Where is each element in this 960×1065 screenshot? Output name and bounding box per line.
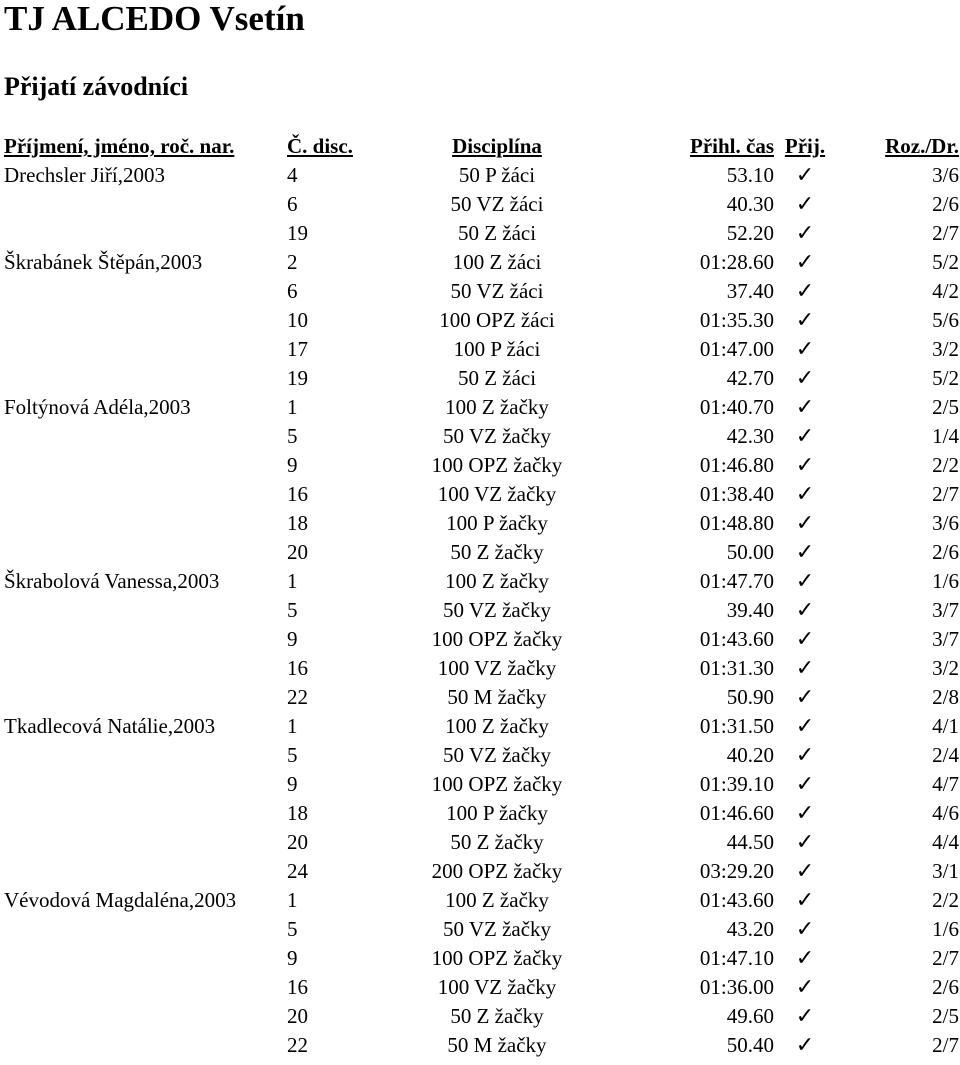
swimmer-name: [4, 944, 287, 973]
check-mark-icon: ✓: [795, 743, 815, 768]
check-mark-icon: ✓: [795, 946, 815, 971]
accepted-cell: [774, 190, 836, 219]
check-mark-icon: ✓: [795, 511, 815, 536]
column-header-accepted: Přij.: [784, 134, 826, 158]
accepted-cell: [774, 625, 836, 654]
discipline-number: 20: [287, 540, 308, 564]
discipline-number: 24: [287, 859, 308, 883]
heat-lane: 2/6: [932, 975, 959, 999]
check-mark-icon: ✓: [795, 975, 815, 1000]
discipline-number: 9: [287, 627, 298, 651]
discipline-name: 100 VZ žačky: [437, 975, 557, 999]
page-title: TJ ALCEDO Vsetín: [4, 0, 305, 38]
heat-lane: 3/7: [932, 598, 959, 622]
entry-time: 40.30: [726, 192, 774, 216]
accepted-cell: [774, 944, 836, 973]
check-mark-icon: ✓: [795, 1004, 815, 1029]
swimmer-name: [4, 625, 287, 654]
heat-lane: 5/2: [932, 250, 959, 274]
swimmer-name: [4, 219, 287, 248]
swimmer-name: [4, 857, 287, 886]
discipline-number: 5: [287, 743, 298, 767]
check-mark-icon: ✓: [795, 830, 815, 855]
discipline-name: 50 VZ žačky: [442, 743, 552, 767]
table-row: [4, 654, 959, 683]
heat-lane: 3/7: [932, 627, 959, 651]
swimmer-name: [4, 509, 287, 538]
heat-lane: 2/4: [932, 743, 959, 767]
discipline-name: 50 Z žačky: [450, 540, 544, 564]
accepted-cell: [774, 480, 836, 509]
accepted-cell: [774, 712, 836, 741]
discipline-name: 50 VZ žáci: [450, 279, 544, 303]
discipline-number: 20: [287, 830, 308, 854]
entry-time: 01:35.30: [699, 308, 774, 332]
discipline-name: 50 Z žačky: [450, 1004, 544, 1028]
discipline-name: 100 Z žačky: [445, 714, 549, 738]
swimmer-name: [4, 422, 287, 451]
table-row: [4, 886, 959, 915]
discipline-number: 18: [287, 801, 308, 825]
discipline-name: 100 P žáci: [453, 337, 541, 361]
heat-lane: 4/1: [932, 714, 959, 738]
discipline-number: 9: [287, 946, 298, 970]
table-row: [4, 451, 959, 480]
entry-time: 01:46.80: [699, 453, 774, 477]
check-mark-icon: ✓: [795, 337, 815, 362]
discipline-number: 16: [287, 975, 308, 999]
column-header-time: Přihl. čas: [690, 134, 774, 158]
table-row: [4, 625, 959, 654]
table-header-row: [4, 131, 959, 161]
table-row: [4, 944, 959, 973]
heat-lane: 4/6: [932, 801, 959, 825]
column-header-number: Č. disc.: [287, 134, 353, 158]
entry-time: 01:36.00: [699, 975, 774, 999]
check-mark-icon: ✓: [795, 801, 815, 826]
accepted-cell: [774, 828, 836, 857]
entry-time: 52.20: [726, 221, 774, 245]
table-row: [4, 480, 959, 509]
column-header-discipline: Disciplína: [452, 134, 542, 158]
heat-lane: 5/2: [932, 366, 959, 390]
table-row: [4, 683, 959, 712]
check-mark-icon: ✓: [795, 859, 815, 884]
discipline-name: 100 Z žačky: [445, 888, 549, 912]
check-mark-icon: ✓: [795, 163, 815, 188]
entry-time: 43.20: [726, 917, 774, 941]
check-mark-icon: ✓: [795, 888, 815, 913]
heat-lane: 1/4: [932, 424, 959, 448]
discipline-number: 1: [287, 888, 298, 912]
discipline-name: 200 OPZ žačky: [431, 859, 563, 883]
check-mark-icon: ✓: [795, 221, 815, 246]
discipline-name: 100 P žačky: [446, 511, 548, 535]
table-header: [4, 131, 959, 161]
discipline-number: 16: [287, 656, 308, 680]
entry-time: 01:47.10: [699, 946, 774, 970]
check-mark-icon: ✓: [795, 250, 815, 275]
swimmer-name: [4, 364, 287, 393]
accepted-cell: [774, 741, 836, 770]
accepted-cell: [774, 306, 836, 335]
table-row: [4, 828, 959, 857]
discipline-name: 50 VZ žačky: [442, 917, 552, 941]
table-row: [4, 161, 959, 190]
discipline-name: 100 OPZ žačky: [431, 772, 563, 796]
heat-lane: 4/4: [932, 830, 959, 854]
discipline-name: 100 OPZ žačky: [431, 946, 563, 970]
accepted-cell: [774, 161, 836, 190]
table-body: [4, 161, 959, 1060]
heat-lane: 3/6: [932, 163, 959, 187]
accepted-cell: [774, 596, 836, 625]
heat-lane: 1/6: [932, 917, 959, 941]
swimmer-name: [4, 654, 287, 683]
entry-time: 40.20: [726, 743, 774, 767]
accepted-cell: [774, 654, 836, 683]
discipline-name: 100 VZ žačky: [437, 482, 557, 506]
heat-lane: 3/2: [932, 656, 959, 680]
swimmer-name: [4, 683, 287, 712]
heat-lane: 3/6: [932, 511, 959, 535]
discipline-number: 10: [287, 308, 308, 332]
discipline-name: 50 VZ žáci: [450, 192, 544, 216]
entry-time: 01:40.70: [699, 395, 774, 419]
table-row: [4, 422, 959, 451]
heat-lane: 3/2: [932, 337, 959, 361]
discipline-number: 1: [287, 395, 298, 419]
heat-lane: 2/5: [932, 1004, 959, 1028]
accepted-cell: [774, 1031, 836, 1060]
entry-time: 01:46.60: [699, 801, 774, 825]
discipline-name: 50 Z žáci: [457, 221, 537, 245]
table-row: [4, 306, 959, 335]
accepted-cell: [774, 683, 836, 712]
check-mark-icon: ✓: [795, 192, 815, 217]
swimmer-name: Drechsler Jiří,2003: [4, 163, 165, 187]
entry-time: 42.30: [726, 424, 774, 448]
discipline-number: 18: [287, 511, 308, 535]
discipline-name: 50 M žačky: [447, 1033, 547, 1057]
table-row: [4, 799, 959, 828]
accepted-cell: [774, 915, 836, 944]
heat-lane: 4/2: [932, 279, 959, 303]
swimmer-name: [4, 770, 287, 799]
discipline-name: 100 VZ žačky: [437, 656, 557, 680]
check-mark-icon: ✓: [795, 627, 815, 652]
heat-lane: 2/8: [932, 685, 959, 709]
heat-lane: 2/6: [932, 540, 959, 564]
accepted-cell: [774, 857, 836, 886]
swimmer-name: [4, 1031, 287, 1060]
swimmer-name: Foltýnová Adéla,2003: [4, 395, 191, 419]
swimmer-name: Škrabánek Štěpán,2003: [4, 250, 203, 274]
heat-lane: 2/7: [932, 1033, 959, 1057]
check-mark-icon: ✓: [795, 685, 815, 710]
heat-lane: 3/1: [932, 859, 959, 883]
heat-lane: 2/2: [932, 453, 959, 477]
accepted-cell: [774, 219, 836, 248]
discipline-name: 100 OPZ žačky: [431, 627, 563, 651]
discipline-number: 19: [287, 221, 308, 245]
check-mark-icon: ✓: [795, 1033, 815, 1058]
heat-lane: 2/7: [932, 482, 959, 506]
accepted-cell: [774, 277, 836, 306]
swimmer-name: [4, 915, 287, 944]
discipline-name: 50 P žáci: [458, 163, 536, 187]
table-row: [4, 973, 959, 1002]
entry-time: 42.70: [726, 366, 774, 390]
accepted-cell: [774, 422, 836, 451]
discipline-number: 22: [287, 685, 308, 709]
heat-lane: 2/6: [932, 192, 959, 216]
entry-time: 01:38.40: [699, 482, 774, 506]
discipline-number: 5: [287, 424, 298, 448]
table-row: [4, 1031, 959, 1060]
discipline-number: 4: [287, 163, 298, 187]
discipline-number: 16: [287, 482, 308, 506]
swimmer-name: [4, 596, 287, 625]
entry-time: 01:47.00: [699, 337, 774, 361]
accepted-cell: [774, 538, 836, 567]
swimmer-name: [4, 306, 287, 335]
swimmer-name: [4, 741, 287, 770]
swimmer-name: [4, 335, 287, 364]
heat-lane: 5/6: [932, 308, 959, 332]
check-mark-icon: ✓: [795, 917, 815, 942]
check-mark-icon: ✓: [795, 772, 815, 797]
swimmer-name: Tkadlecová Natálie,2003: [4, 714, 216, 738]
swimmer-name: [4, 480, 287, 509]
accepted-cell: [774, 509, 836, 538]
swimmer-name: [4, 828, 287, 857]
check-mark-icon: ✓: [795, 279, 815, 304]
table-row: [4, 219, 959, 248]
discipline-number: 1: [287, 569, 298, 593]
table-row: [4, 190, 959, 219]
swimmer-name: [4, 973, 287, 1002]
heat-lane: 2/5: [932, 395, 959, 419]
accepted-cell: [774, 393, 836, 422]
entry-time: 50.00: [726, 540, 774, 564]
accepted-cell: [774, 1002, 836, 1031]
discipline-name: 100 OPZ žačky: [431, 453, 563, 477]
check-mark-icon: ✓: [795, 540, 815, 565]
swimmer-name: [4, 190, 287, 219]
entry-time: 44.50: [726, 830, 774, 854]
table-row: [4, 596, 959, 625]
table-row: [4, 857, 959, 886]
check-mark-icon: ✓: [795, 453, 815, 478]
check-mark-icon: ✓: [795, 598, 815, 623]
entry-time: 01:48.80: [699, 511, 774, 535]
entry-time: 49.60: [726, 1004, 774, 1028]
swimmer-name: [4, 451, 287, 480]
entry-time: 01:39.10: [699, 772, 774, 796]
table-row: [4, 335, 959, 364]
check-mark-icon: ✓: [795, 569, 815, 594]
entry-time: 01:43.60: [699, 888, 774, 912]
entry-time: 01:31.30: [699, 656, 774, 680]
discipline-number: 22: [287, 1033, 308, 1057]
swimmer-name: Vévodová Magdaléna,2003: [4, 888, 237, 912]
accepted-cell: [774, 364, 836, 393]
entry-time: 01:47.70: [699, 569, 774, 593]
discipline-number: 9: [287, 453, 298, 477]
heat-lane: 4/7: [932, 772, 959, 796]
table-row: [4, 277, 959, 306]
discipline-number: 20: [287, 1004, 308, 1028]
discipline-number: 6: [287, 279, 298, 303]
table-row: [4, 509, 959, 538]
discipline-number: 1: [287, 714, 298, 738]
heat-lane: 1/6: [932, 569, 959, 593]
page-subtitle: Přijatí závodníci: [4, 72, 189, 101]
discipline-name: 100 OPZ žáci: [439, 308, 555, 332]
entry-time: 39.40: [726, 598, 774, 622]
heat-lane: 2/2: [932, 888, 959, 912]
swimmer-name: [4, 277, 287, 306]
table-row: [4, 741, 959, 770]
table-row: [4, 364, 959, 393]
accepted-cell: [774, 451, 836, 480]
table-row: [4, 538, 959, 567]
discipline-name: 100 Z žačky: [445, 569, 549, 593]
discipline-name: 50 Z žáci: [457, 366, 537, 390]
column-header-name: Příjmení, jméno, roč. nar.: [4, 134, 235, 158]
accepted-cell: [774, 799, 836, 828]
discipline-number: 5: [287, 917, 298, 941]
discipline-name: 100 Z žáci: [452, 250, 542, 274]
check-mark-icon: ✓: [795, 424, 815, 449]
swimmer-name: [4, 799, 287, 828]
discipline-number: 6: [287, 192, 298, 216]
swimmer-name: [4, 1002, 287, 1031]
check-mark-icon: ✓: [795, 366, 815, 391]
check-mark-icon: ✓: [795, 714, 815, 739]
table-row: [4, 248, 959, 277]
discipline-number: 5: [287, 598, 298, 622]
discipline-name: 100 Z žačky: [445, 395, 549, 419]
entry-time: 03:29.20: [699, 859, 774, 883]
entry-time: 01:31.50: [699, 714, 774, 738]
entry-time: 50.90: [726, 685, 774, 709]
entry-time: 01:28.60: [699, 250, 774, 274]
table-row: [4, 1002, 959, 1031]
discipline-name: 50 VZ žačky: [442, 424, 552, 448]
discipline-name: 50 Z žačky: [450, 830, 544, 854]
swimmer-name: [4, 538, 287, 567]
check-mark-icon: ✓: [795, 395, 815, 420]
discipline-name: 50 M žačky: [447, 685, 547, 709]
discipline-name: 50 VZ žačky: [442, 598, 552, 622]
table-row: [4, 393, 959, 422]
discipline-name: 100 P žačky: [446, 801, 548, 825]
accepted-cell: [774, 567, 836, 596]
check-mark-icon: ✓: [795, 482, 815, 507]
accepted-cell: [774, 248, 836, 277]
entry-time: 53.10: [726, 163, 774, 187]
accepted-cell: [774, 886, 836, 915]
column-header-heat: Roz./Dr.: [885, 134, 959, 158]
discipline-number: 2: [287, 250, 298, 274]
heat-lane: 2/7: [932, 946, 959, 970]
accepted-swimmers-table: [4, 131, 959, 1060]
heat-lane: 2/7: [932, 221, 959, 245]
check-mark-icon: ✓: [795, 308, 815, 333]
table-row: [4, 567, 959, 596]
accepted-cell: [774, 770, 836, 799]
table-row: [4, 915, 959, 944]
table-row: [4, 712, 959, 741]
accepted-cell: [774, 335, 836, 364]
table-row: [4, 770, 959, 799]
discipline-number: 9: [287, 772, 298, 796]
check-mark-icon: ✓: [795, 656, 815, 681]
entry-time: 37.40: [726, 279, 774, 303]
entry-time: 50.40: [726, 1033, 774, 1057]
swimmer-name: Škrabolová Vanessa,2003: [4, 569, 220, 593]
discipline-number: 19: [287, 366, 308, 390]
discipline-number: 17: [287, 337, 308, 361]
entry-time: 01:43.60: [699, 627, 774, 651]
accepted-cell: [774, 973, 836, 1002]
